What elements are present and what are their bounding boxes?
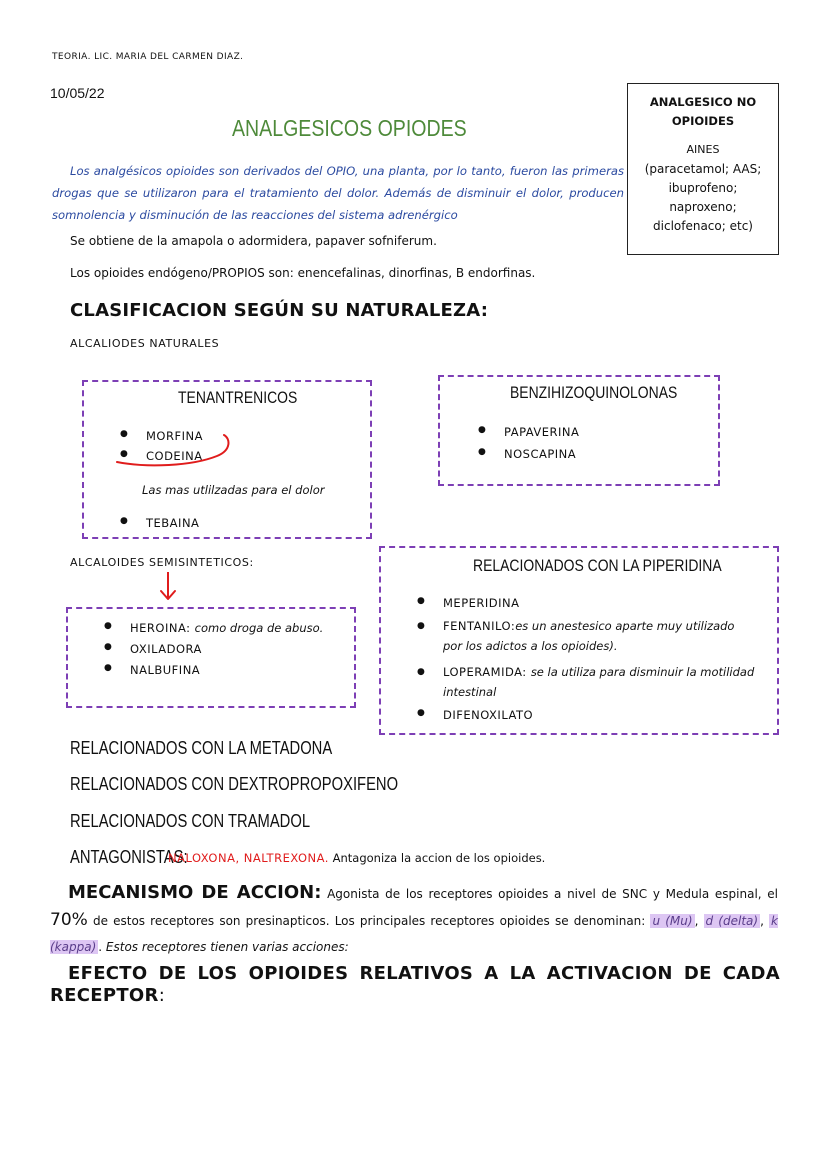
list-item: ● MEPERIDINA: [417, 596, 757, 610]
author-line: TEORIA. LIC. MARIA DEL CARMEN DIAZ.: [52, 52, 244, 62]
mechanism-heading: MECANISMO DE ACCION:: [68, 882, 322, 903]
receptor-delta: d (delta): [705, 914, 759, 928]
antagonists-detail: [168, 851, 545, 865]
list-item: ● NOSCAPINA: [478, 447, 579, 461]
mechanism-paragraph: MECANISMO DE ACCION: Agonista de los receptores opioides a nivel de SNC y Medula espinal, el 70% de estos receptores son presinapticos. Los principales receptores opioides se denominan: u (Mu) , d (delta) , k (kappa) . Estos receptores tienen varias acciones:: [50, 882, 779, 954]
endogenous-line: Los opioides endógeno/PROPIOS son: enencefalinas, dinorfinas, B endorfinas.: [70, 266, 536, 280]
benzihizoquinolonas-list: [478, 425, 579, 461]
list-item: ● NALBUFINA: [104, 663, 323, 677]
arrow-down-icon: [156, 570, 180, 604]
non-opioid-box: [627, 83, 779, 255]
benzihizoquinolonas-title: BENZIHIZOQUINOLONAS: [510, 383, 678, 402]
list-item: ● CODEINA: [120, 449, 203, 463]
intro-paragraph: Los analgésicos opioides son derivados del OPIO, una planta, por lo tanto, fueron las primeras drogas que se utilizaron para el tratamiento del dolor. Además de disminuir el dolor, producen somnolencia y disminución de las reacciones del sistema adrenérgico: [52, 164, 624, 222]
list-item: ● DIFENOXILATO: [417, 708, 757, 722]
non-opioid-item: naproxeno;: [669, 200, 737, 214]
receptor-mu: u (Mu): [652, 914, 693, 928]
list-item: ● FENTANILO:es un anestesico aparte muy utilizado por los adictos a los opioides).: [417, 616, 757, 656]
usage-note: Las mas utlilzadas para el dolor: [142, 483, 325, 497]
piperidina-box: [379, 546, 779, 735]
semisynthetic-label: ALCALOIDES SEMISINTETICOS:: [70, 556, 254, 569]
list-item: ● MORFINA: [120, 429, 203, 443]
non-opioid-list: [628, 160, 778, 236]
related-tramadol: RELACIONADOS CON TRAMADOL: [70, 811, 311, 831]
related-dextropropoxifeno: RELACIONADOS CON DEXTROPROPOXIFENO: [70, 774, 399, 794]
list-item: ● TEBAINA: [120, 516, 199, 530]
natural-alkaloids-label: ALCALIODES NATURALES: [70, 337, 220, 350]
benzihizoquinolonas-box: [438, 375, 720, 486]
page-title: ANALGESICOS OPIODES: [232, 115, 467, 141]
related-metadona: RELACIONADOS CON LA METADONA: [70, 738, 333, 758]
non-opioid-item: (paracetamol; AAS;: [644, 162, 762, 176]
piperidina-title: RELACIONADOS CON LA PIPERIDINA: [473, 556, 722, 575]
list-item: ● PAPAVERINA: [478, 425, 579, 439]
date: 10/05/22: [50, 85, 105, 101]
antagonist-drugs: NALOXONA, NALTREXONA.: [168, 851, 329, 865]
effect-heading: EFECTO DE LOS OPIOIDES RELATIVOS A LA ACTIVACION DE CADA RECEPTOR:: [50, 963, 780, 1006]
list-item: ● HEROINA: como droga de abuso.: [104, 621, 323, 635]
semisynthetic-list: [104, 621, 323, 677]
non-opioid-item: ibuprofeno;: [668, 181, 738, 195]
classification-heading: CLASIFICACION SEGÚN SU NATURALEZA:: [70, 300, 489, 321]
aines-label: AINES: [686, 143, 720, 156]
tenantrenicos-list-2: [120, 516, 199, 530]
piperidina-list: [417, 596, 757, 722]
list-item: ● OXILADORA: [104, 642, 323, 656]
source-line: Se obtiene de la amapola o adormidera, papaver sofniferum.: [70, 234, 437, 248]
percent-value: 70%: [50, 910, 88, 930]
antagonists-label: ANTAGONISTAS:: [70, 847, 188, 867]
receptor-kappa: k (kappa): [50, 914, 778, 954]
semisynthetic-box: [66, 607, 356, 708]
non-opioid-item: diclofenaco; etc): [653, 219, 753, 233]
antagonist-text: Antagoniza la accion de los opioides.: [332, 851, 546, 865]
non-opioid-title: ANALGESICO NO OPIOIDES: [649, 95, 757, 128]
list-item: ● LOPERAMIDA: se la utiliza para disminuir la motilidad intestinal: [417, 662, 757, 702]
red-underline-mark: [112, 430, 242, 470]
tenantrenicos-title: TENANTRENICOS: [178, 388, 298, 407]
